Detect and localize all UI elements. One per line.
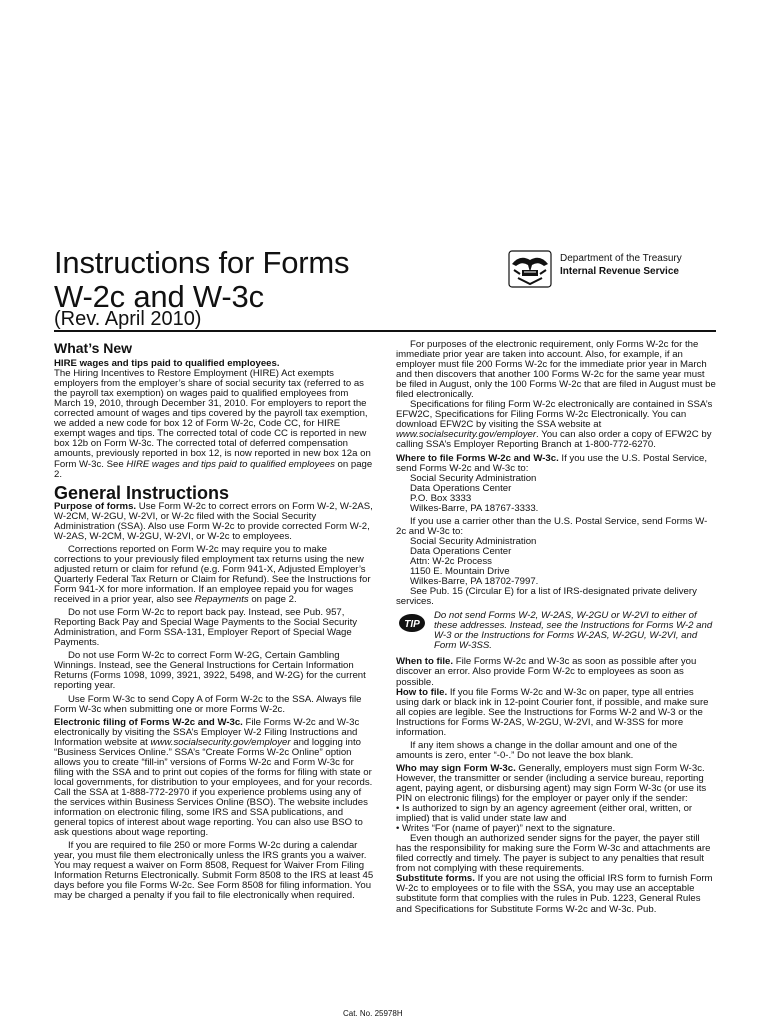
hire-heading: HIRE wages and tips paid to qualified employees. bbox=[54, 358, 280, 370]
purposes-paragraph: For purposes of the electronic requirement, only Forms W-2c for the immediate prior year are taken into account. Also, for example, if an employer must file 200 Forms W-2c for the immediate prior year in March and then discovers that another 100 Forms W-2c for the same year must be filed in August, only the 100 Forms W-2c that are filed in August must be filed electronically. bbox=[396, 339, 716, 401]
waiver-paragraph: If you are required to file 250 or more Forms W-2c during a calendar year, you must file them electronically unless the IRS grants you a waiver. You may request a waiver on Form 8508, Request for Waiver From Filing Information Returns Electronically. Submit Form 8508 to the IRS at least 45 days before you file Forms W-2c. See Form 8508 for filing information. You may be charged a penalty if you fail to file electronically when required. bbox=[54, 840, 374, 902]
efile-heading: Electronic filing of Forms W-2c and W-3c. bbox=[54, 716, 243, 728]
how-heading: How to file. bbox=[396, 686, 448, 698]
tip-callout bbox=[396, 611, 716, 651]
tip-text: Do not send Forms W-2, W-2AS, W-2GU or W-2VI to either of these addresses. Instead, see the Instructions for Forms W-2 and W-3 or the Instructions for Forms W-2AS, W-2GU, W-2VI, and Form W-3SS. bbox=[434, 610, 713, 652]
when-text: File Forms W-2c and W-3c as soon as possible after you discover an error. Also provide Form W-2c to employees as soon as possible. bbox=[396, 656, 697, 688]
bullet-item: • Is authorized to sign by an agency agreement (either oral, written, or implied) that is valid under state law and bbox=[396, 803, 693, 825]
address-line: 1150 E. Mountain Drive bbox=[410, 566, 510, 578]
bullet-text: Writes “For (name of payer)” next to the signature. bbox=[402, 823, 616, 835]
address-line: Wilkes-Barre, PA 18702-7997. bbox=[410, 576, 539, 588]
specs-url-link[interactable]: www.socialsecurity.gov/employer bbox=[396, 429, 537, 441]
address-line: Attn: W-2c Process bbox=[410, 555, 492, 567]
purpose-heading: Purpose of forms. bbox=[54, 500, 137, 512]
general-instructions-heading: General Instructions bbox=[54, 482, 230, 503]
catalog-number: Cat. No. 25978H bbox=[343, 1009, 403, 1018]
who-heading: Who may sign Form W-3c. bbox=[396, 762, 516, 774]
efile-text-1: File Forms W-2c and W-3c electronically by visiting the SSA’s Employer W-2 Filing Instructions and Information website at bbox=[54, 716, 360, 748]
substitute-heading: Substitute forms. bbox=[396, 873, 475, 885]
specs-text-1: Specifications for filing Form W-2c electronically are contained in SSA’s EFW2C, Specifications for Filing Forms W-2c Electronically. You can download EFW2C by visiting the SSA website at bbox=[396, 399, 713, 431]
irs-name: Internal Revenue Service bbox=[560, 266, 679, 277]
purpose-paragraph bbox=[54, 502, 374, 542]
efile-text-2: and logging into “Business Services Online.” SSA’s “Create Forms W-2c Online” option allows you to create “fill-in” versions of Forms W-2c and Form W-3c for filing with the SSA and to print out copies of the forms for filing with state or local governments, for distribution to your employees, and for your records. Call the SSA at 1-888-772-2970 if you experience problems using any of the services within Business Services Online (BSO). The website includes information on electronic filing, some IRS and SSA publications, and general topics of interest about wage reporting. You can also use BSO to ask questions about wage reporting. bbox=[54, 736, 373, 839]
tip-label: TIP bbox=[404, 619, 420, 631]
pub15-paragraph: See Pub. 15 (Circular E) for a list of IRS-designated private delivery services. bbox=[396, 586, 697, 608]
left-column bbox=[54, 340, 374, 901]
corrections-text: Corrections reported on Form W-2c may require you to make corrections to your previously filed employment tax returns using the new adjusted return or claim for refund (e.g. Form 941-X, Adjusted Employer’s Quarterly Federal Tax Return or Claim for Refund). See the Instructions for Form 941-X for more information. If an employee repaid you for wages received in a prior year, also see bbox=[54, 543, 371, 606]
hire-text: The Hiring Incentives to Restore Employment (HIRE) Act exempts employers from the employer’s share of social security tax (referred to as the payroll tax exemption) on wages paid to qualified employees from March 19, 2010, through December 31, 2010. For employers to report the corrected amount of wages and tips covered by the payroll tax exemption, we added a new code for box 12 of Form W-2c, Code CC, for HIRE exempt wages and tips. The corrected total of code CC is reported in new box 12b on Form W-3c. The corrected total of deferred compensation amounts, previously reported in box 12, is now reported in new box 12a on Form W-3c. See bbox=[54, 368, 371, 470]
hire-tail: on page 2. bbox=[54, 458, 373, 480]
department-name: Department of the Treasury bbox=[560, 253, 682, 264]
specs-text-2: . You can also order a copy of EFW2C by calling SSA’s Employer Reporting Branch at 1-800-772-6270. bbox=[396, 429, 712, 451]
hire-link[interactable]: HIRE wages and tips paid to qualified employees bbox=[126, 458, 335, 470]
title-rule bbox=[54, 330, 716, 332]
who-paragraph bbox=[396, 764, 716, 804]
ssa-address-carrier bbox=[410, 537, 716, 587]
specs-paragraph bbox=[396, 400, 716, 450]
address-line: Social Security Administration bbox=[410, 472, 537, 484]
efile-url-link[interactable]: www.socialsecurity.gov/employer bbox=[150, 736, 291, 748]
address-line: P.O. Box 3333 bbox=[410, 492, 472, 504]
agency-block bbox=[508, 250, 718, 290]
title-line-1: Instructions for Forms bbox=[54, 245, 350, 280]
where-paragraph bbox=[396, 454, 716, 474]
when-heading: When to file. bbox=[396, 656, 454, 668]
change-paragraph: If any item shows a change in the dollar amount and one of the amounts is zero, enter “-0-.” Do not leave the box blank. bbox=[396, 739, 678, 761]
address-line: Data Operations Center bbox=[410, 545, 512, 557]
w2g-paragraph: Do not use Form W-2c to correct Form W-2G, Certain Gambling Winnings. Instead, see the General Instructions for Certain Information Returns (Forms 1098, 1099, 3921, 3922, 5498, and W-2G) for the current reporting year. bbox=[54, 650, 366, 692]
bullet-text: Is authorized to sign by an agency agreement (either oral, written, or implied) that is valid under state law and bbox=[396, 803, 693, 825]
address-line: Social Security Administration bbox=[410, 535, 537, 547]
tip-icon bbox=[398, 613, 426, 633]
efile-paragraph bbox=[54, 718, 374, 839]
irs-eagle-icon bbox=[508, 250, 552, 288]
who-text: Generally, employers must sign Form W-3c. However, the transmitter or sender (including a service bureau, reporting agent, paying agent, or disbursing agent) may sign Form W-3c (or use its PIN on electronic filings) for the employer or payer only if the sender: bbox=[396, 762, 707, 805]
substitute-text: If you are not using the official IRS form to furnish Form W-2c to employees or to file with the SSA, you may use an acceptable substitute form that complies with the rules in Pub. 1223, General Rules and Specifications for Substitute Forms W-2c and W-3c. Pub. bbox=[396, 873, 713, 915]
w3c-paragraph: Use Form W-3c to send Copy A of Form W-2c to the SSA. Always file Form W-3c when submitting one or more Forms W-2c. bbox=[54, 693, 362, 715]
substitute-paragraph bbox=[396, 874, 716, 914]
how-paragraph bbox=[396, 688, 716, 738]
how-text: If you file Forms W-2c and W-3c on paper, type all entries using dark or black ink in 12-point Courier font, if possible, and make sure all copies are legible. See the Instructions for Forms W-2 and W-3 or the Instructions for Forms W-2AS, W-2GU, W-2VI, and W-3SS for more information. bbox=[396, 686, 709, 738]
repayments-tail: on page 2. bbox=[251, 594, 297, 606]
even-paragraph: Even though an authorized sender signs for the payer, the payer still has the responsibility for making sure the Form W-3c and attachments are filed correctly and timely. The payer is subject to any penalties that result from not complying with these requirements. bbox=[396, 833, 711, 875]
address-line: Wilkes-Barre, PA 18767-3333. bbox=[410, 502, 539, 514]
when-paragraph bbox=[396, 657, 716, 687]
corrections-paragraph bbox=[54, 545, 374, 605]
purpose-text: Use Form W-2c to correct errors on Form W-2, W-2AS, W-2CM, W-2GU, W-2VI, or W-2c filed with the Social Security Administration (SSA). Also use Form W-2c to provide corrected Form W-2, W-2AS, W-2CM, W-2GU, W-2VI, or W-2c to employees. bbox=[54, 500, 373, 542]
carrier-paragraph: If you use a carrier other than the U.S. Postal Service, send Forms W-2c and W-3c to: bbox=[396, 515, 708, 537]
backpay-paragraph: Do not use Form W-2c to report back pay. Instead, see Pub. 957, Reporting Back Pay and Special Wage Payments to the Social Security Administration, and Form SSA-131, Employer Report of Special Wage Payments. bbox=[54, 607, 358, 649]
document-title bbox=[54, 246, 349, 314]
title-line-2: W-2c and W-3c bbox=[54, 279, 264, 314]
ssa-address-usps bbox=[410, 474, 716, 514]
bullet-item: • Writes “For (name of payer)” next to the signature. bbox=[396, 823, 616, 835]
repayments-link[interactable]: Repayments bbox=[194, 594, 249, 606]
where-text: If you use the U.S. Postal Service, send Forms W-2c and W-3c to: bbox=[396, 452, 707, 474]
whats-new-heading: What’s New bbox=[54, 340, 133, 356]
address-line: Data Operations Center bbox=[410, 482, 512, 494]
right-column bbox=[396, 340, 716, 915]
where-heading: Where to file Forms W-2c and W-3c. bbox=[396, 452, 559, 464]
revision-date: (Rev. April 2010) bbox=[54, 308, 202, 330]
hire-paragraph bbox=[54, 359, 374, 480]
